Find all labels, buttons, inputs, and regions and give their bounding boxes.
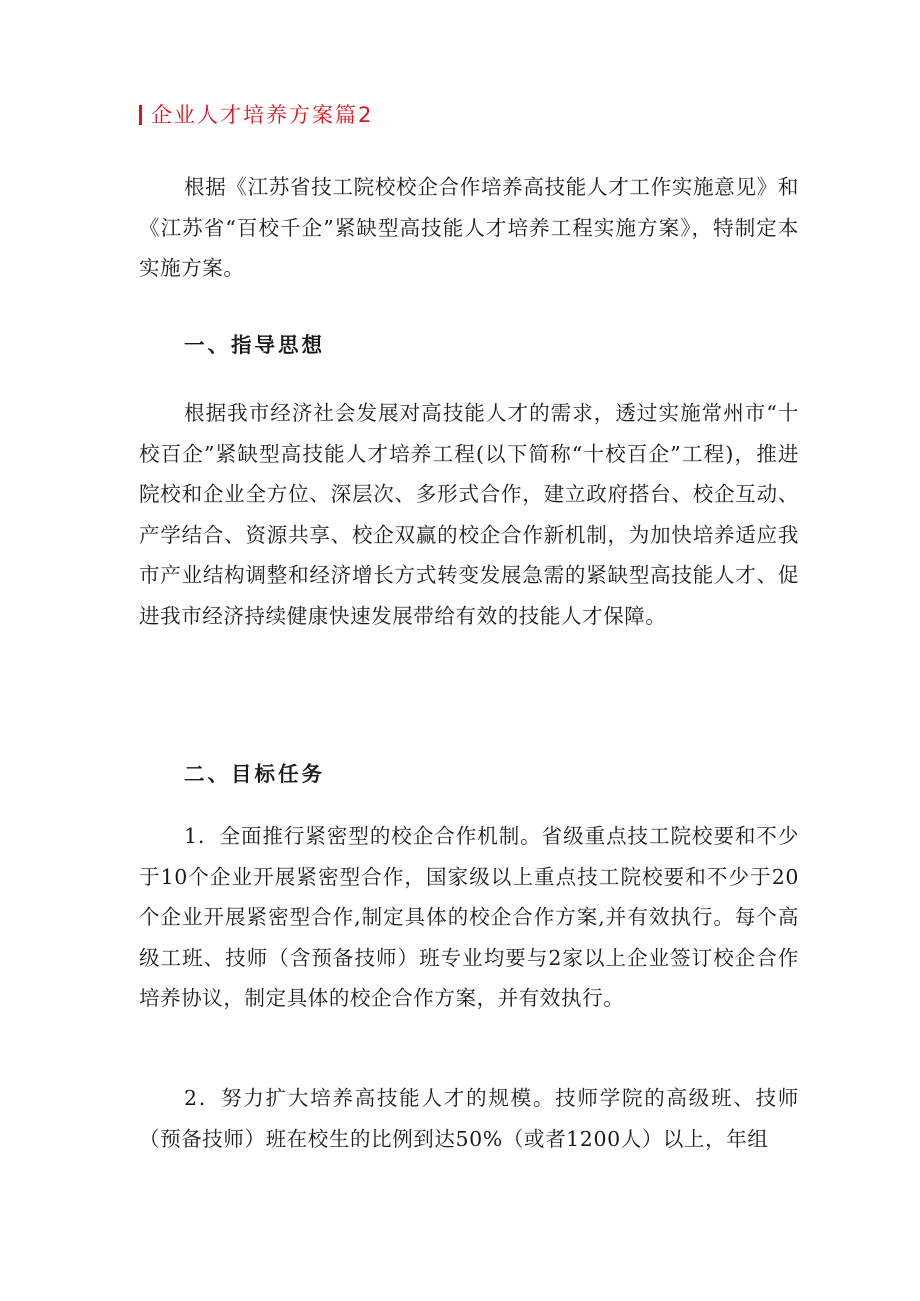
title-marker-bar: [139, 105, 142, 125]
guiding-ideology-paragraph: 根据我市经济社会发展对高技能人才的需求，透过实施常州市“十校百企”紧缺型高技能人才培养工程(以下简称“十校百企”工程)，推进院校和企业全方位、深层次、多形式合作，建立政府搭台、校企互动、产学结合、资源共享、校企双赢的校企合作新机制，为加快培养适应我市产业结构调整和经济增长方式转变发展急需的紧缺型高技能人才、促进我市经济持续健康快速发展带给有效的技能人才保障。: [139, 401, 799, 628]
section-heading-goals-tasks: 二、目标任务: [184, 762, 325, 786]
section-heading-guiding-ideology: 一、指导思想: [184, 333, 325, 357]
intro-paragraph: 根据《江苏省技工院校校企合作培养高技能人才工作实施意见》和《江苏省“百校千企”紧缺型高技能人才培养工程实施方案》，特制定本实施方案。: [139, 175, 799, 281]
task-2-paragraph: 2．努力扩大培养高技能人才的规模。技师学院的高级班、技师（预备技师）班在校生的比例到达50%（或者1200人）以上，年组: [139, 1086, 799, 1151]
task-1-paragraph: 1．全面推行紧密型的校企合作机制。省级重点技工院校要和不少于10个企业开展紧密型合作，国家级以上重点技工院校要和不少于20个企业开展紧密型合作,制定具体的校企合作方案,并有效执行。每个高级工班、技师（含预备技师）班专业均要与2家以上企业签订校企合作培养协议，制定具体的校企合作方案，并有效执行。: [139, 824, 799, 1011]
document-title-text: 企业人才培养方案篇2: [151, 103, 374, 127]
document-title: [139, 100, 373, 130]
